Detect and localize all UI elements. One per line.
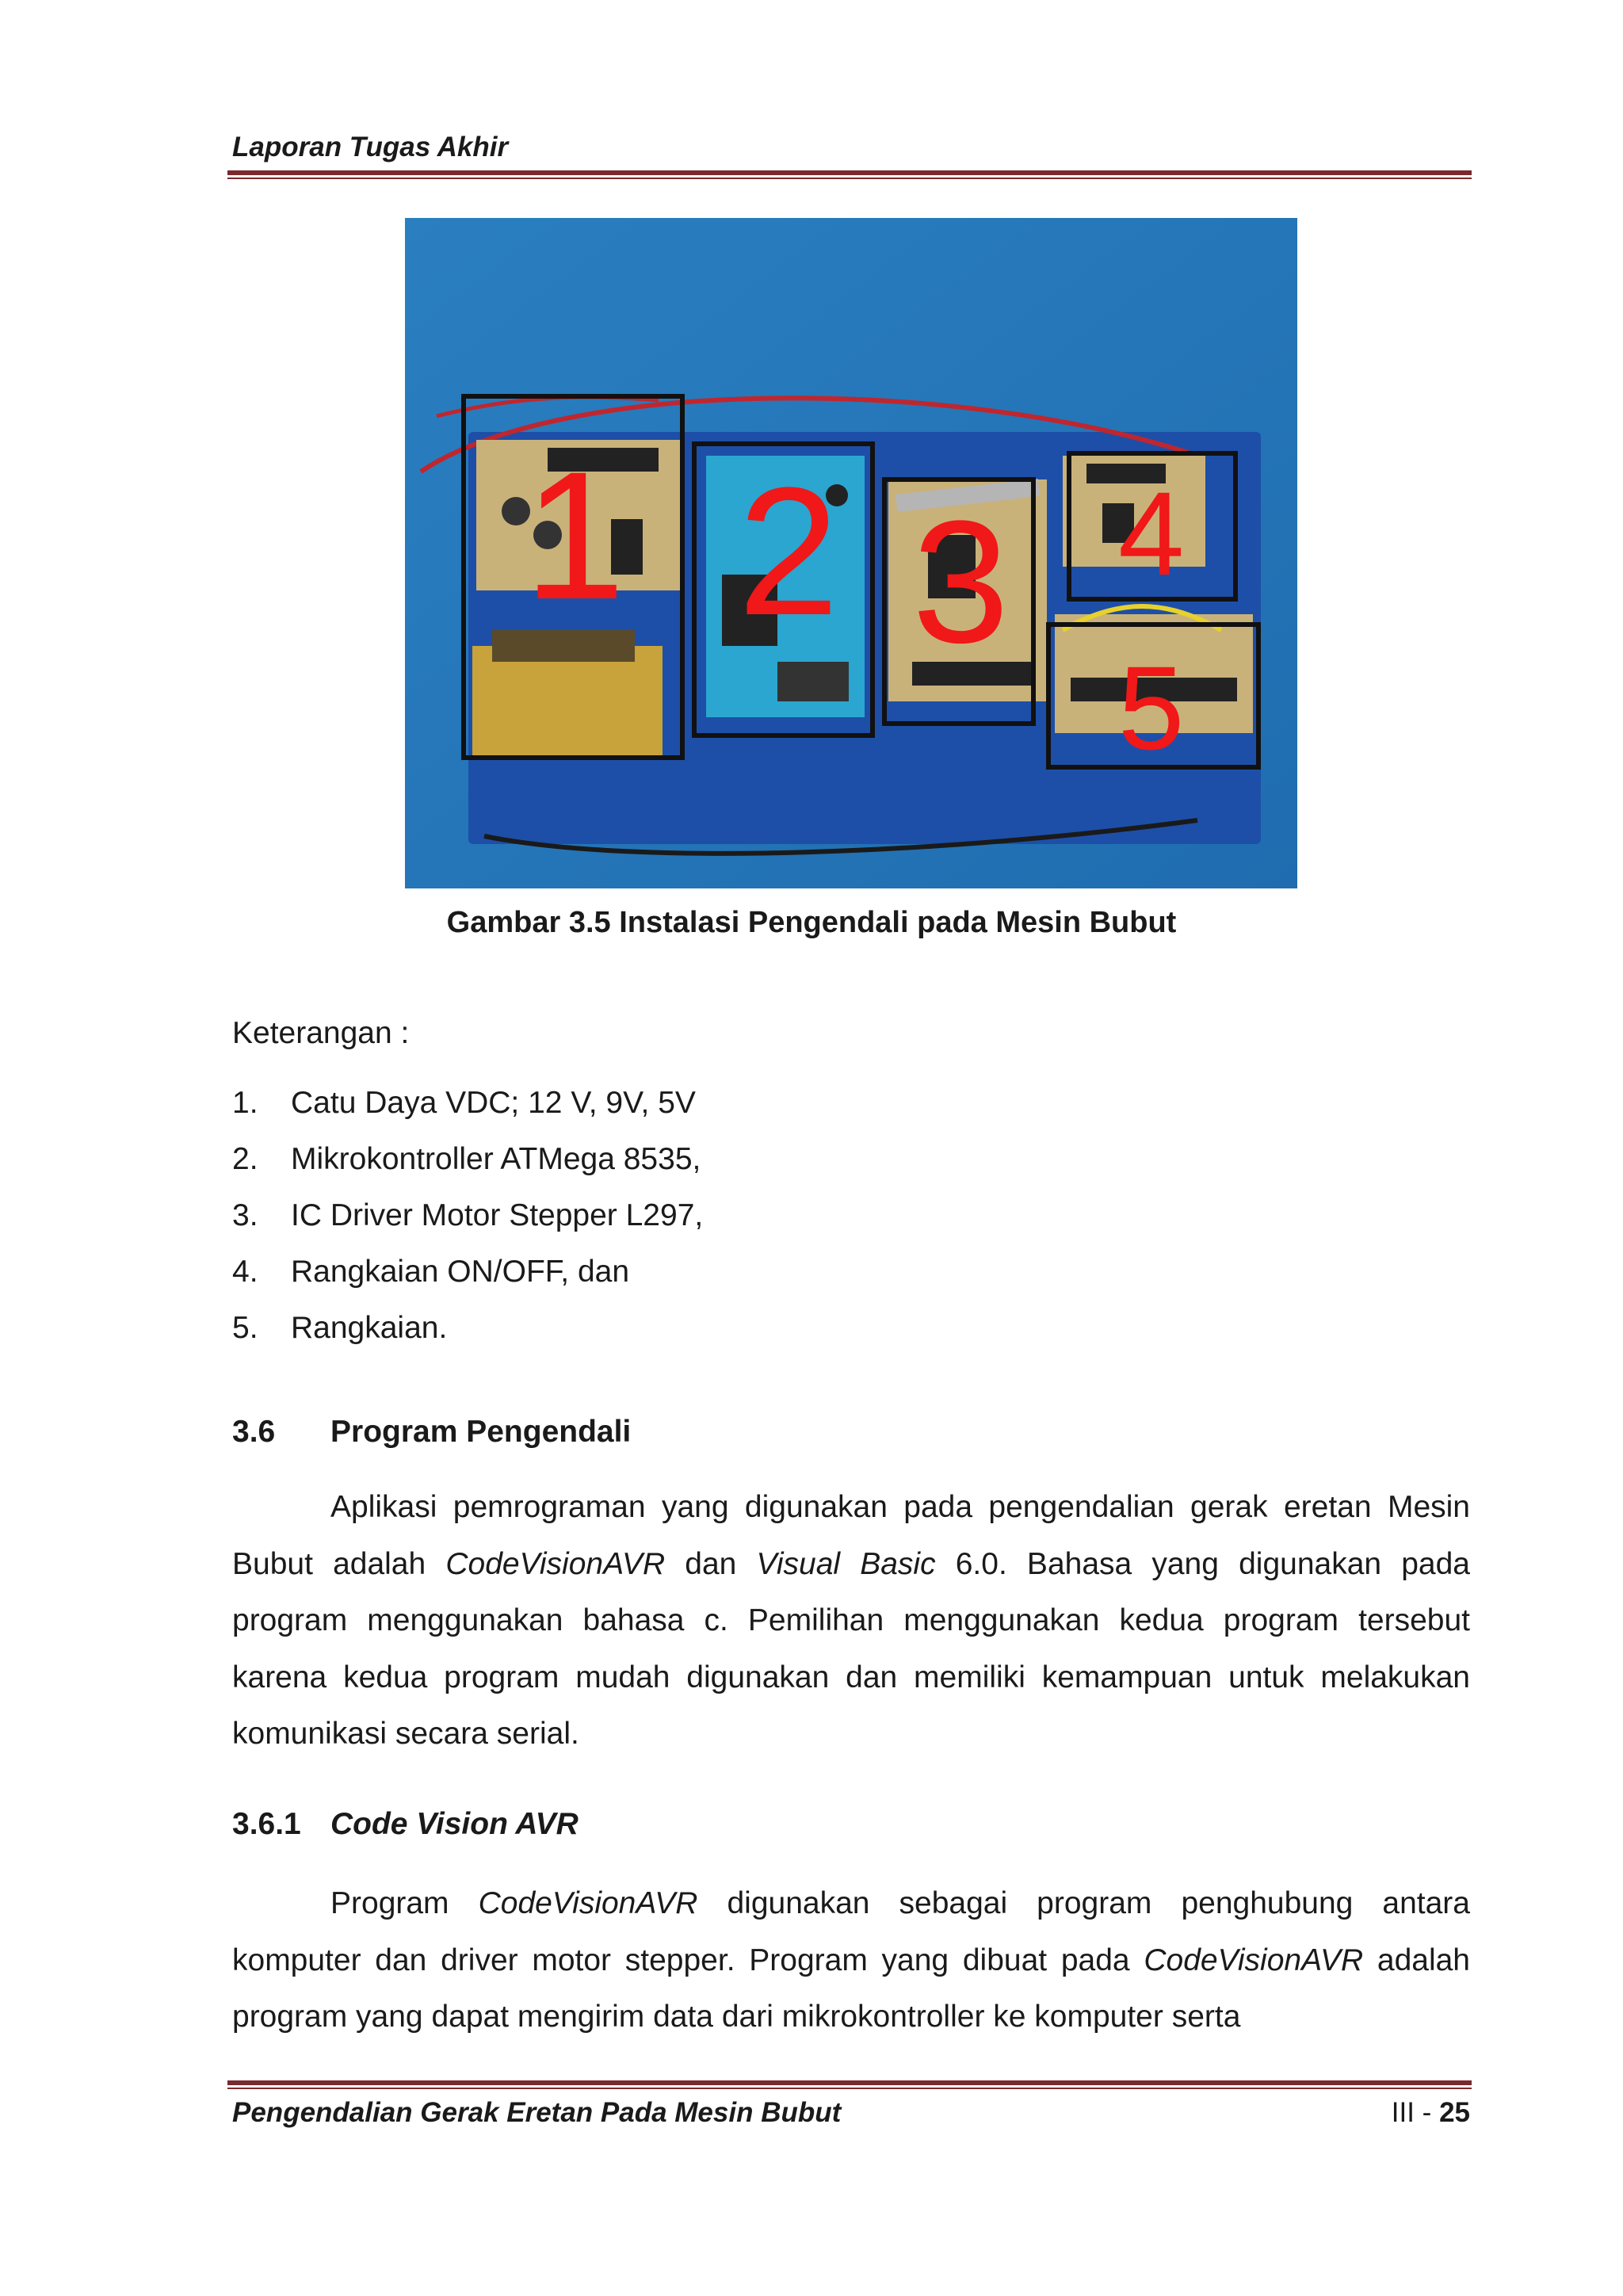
list-item [232,1244,703,1300]
keterangan-label: Keterangan : [232,1016,410,1050]
header-title: Laporan Tugas Akhir [232,132,509,162]
figure-caption: Gambar 3.5 Instalasi Pengendali pada Mesin Bubut [446,906,1177,939]
header-rule [227,170,1472,175]
list-item-text: IC Driver Motor Stepper L297, [291,1198,704,1232]
list-item-number: 5. [232,1311,258,1345]
list-item-number: 3. [232,1198,258,1232]
footer-rule [227,2080,1472,2085]
figure-label-2: 2 [738,449,839,653]
section-title: Program Pengendali [330,1415,632,1449]
list-item-text: Rangkaian ON/OFF, dan [291,1255,630,1289]
figure-label-3: 3 [912,484,1010,679]
section-number: 3.6 [232,1415,276,1449]
section-title: Code Vision AVR [330,1807,579,1841]
list-item [232,1131,703,1187]
figure-photo [405,218,1297,888]
section-3-6-1-paragraph: Program CodeVisionAVR digunakan sebagai program penghubung antara komputer dan driver motor stepper. Program yang dibuat pada CodeVisionAVR adalah program yang dapat mengirim data dari mikrokontroller ke komputer serta [232,1886,1470,2034]
list-item-number: 2. [232,1142,258,1176]
list-item [232,1075,703,1131]
section-heading-3-6-1 [232,1807,579,1842]
list-item-number: 4. [232,1255,258,1289]
list-item-text: Mikrokontroller ATMega 8535, [291,1142,701,1176]
section-number: 3.6.1 [232,1807,301,1841]
figure-label-4: 4 [1118,467,1185,600]
footer-title: Pengendalian Gerak Eretan Pada Mesin Bubut [232,2097,842,2128]
list-item [232,1300,703,1356]
list-item [232,1187,703,1244]
figure-label-1: 1 [524,434,625,637]
list-item-text: Catu Daya VDC; 12 V, 9V, 5V [291,1086,696,1120]
footer-rule-thin [227,2088,1472,2089]
list-item-text: Rangkaian. [291,1311,448,1345]
page-number: III - 25 [1391,2097,1470,2128]
keterangan-list [232,1075,703,1356]
header-rule-thin [227,178,1472,179]
section-heading-3-6 [232,1415,631,1450]
figure-label-5: 5 [1118,641,1185,774]
list-item-number: 1. [232,1086,258,1120]
section-3-6-paragraph: Aplikasi pemrograman yang digunakan pada pengendalian gerak eretan Mesin Bubut adalah CodeVisionAVR dan Visual Basic 6.0. Bahasa yang digunakan pada program menggunakan bahasa c. Pemilihan menggunakan kedua program tersebut karena kedua program mudah digunakan dan memiliki kemampuan untuk melakukan komunikasi secara serial. [232,1490,1470,1751]
